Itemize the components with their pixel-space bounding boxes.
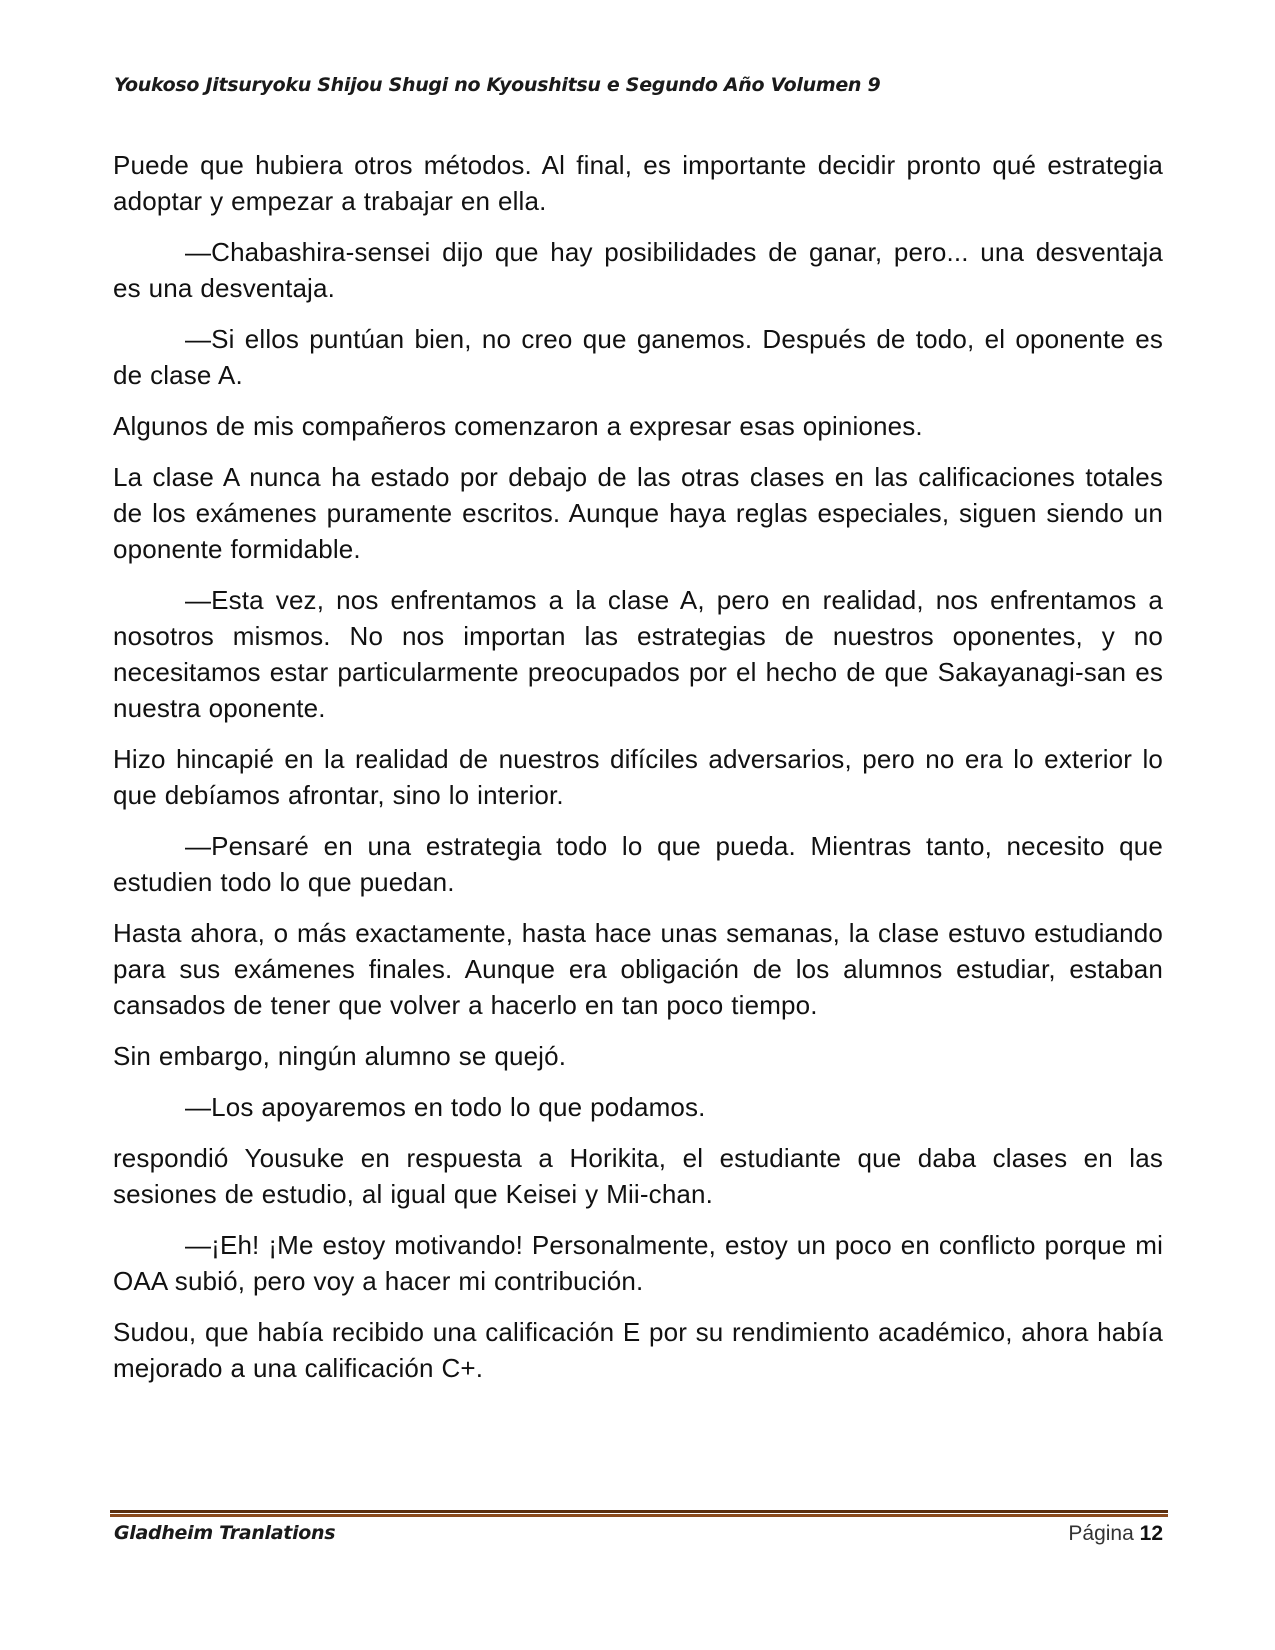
paragraph: Puede que hubiera otros métodos. Al final, es importante decidir pronto qué estrategia adoptar y empezar a trabajar en ella.	[113, 150, 1163, 216]
dialogue-paragraph: —Chabashira-sensei dijo que hay posibilidades de ganar, pero... una desventaja es una desventaja.	[113, 237, 1163, 303]
paragraph: Sin embargo, ningún alumno se quejó.	[113, 1041, 567, 1071]
paragraph: Sudou, que había recibido una calificación E por su rendimiento académico, ahora había mejorado a una calificación C+.	[113, 1317, 1163, 1383]
paragraph: respondió Yousuke en respuesta a Horikita, el estudiante que daba clases en las sesiones de estudio, al igual que Keisei y Mii-chan.	[113, 1143, 1163, 1209]
paragraph: Algunos de mis compañeros comenzaron a expresar esas opiniones.	[113, 411, 923, 441]
dialogue-paragraph: —¡Eh! ¡Me estoy motivando! Personalmente, estoy un poco en conflicto porque mi OAA subió, pero voy a hacer mi contribución.	[113, 1230, 1163, 1296]
dialogue-paragraph: —Esta vez, nos enfrentamos a la clase A, pero en realidad, nos enfrentamos a nosotros mismos. No nos importan las estrategias de nuestros oponentes, y no necesitamos estar particularmente preocupados por el hecho de que Sakayanagi-san es nuestra oponente.	[113, 585, 1163, 723]
running-header: Youkoso Jitsuryoku Shijou Shugi no Kyoushitsu e Segundo Año Volumen 9	[114, 74, 881, 96]
page-body	[113, 147, 1163, 1401]
dialogue-paragraph: —Los apoyaremos en todo lo que podamos.	[185, 1092, 706, 1122]
page-number: 12	[1139, 1522, 1163, 1545]
paragraph: Hasta ahora, o más exactamente, hasta hace unas semanas, la clase estuvo estudiando para sus exámenes finales. Aunque era obligación de los alumnos estudiar, estaban cansados de tener que volver a hacerlo en tan poco tiempo.	[113, 918, 1163, 1020]
dialogue-paragraph: —Si ellos puntúan bien, no creo que ganemos. Después de todo, el oponente es de clase A.	[113, 324, 1163, 390]
page-label: Página	[1068, 1522, 1134, 1545]
footer-credit: Gladheim Tranlations	[114, 1522, 336, 1544]
footer-divider	[110, 1510, 1168, 1517]
page-number-label	[1068, 1522, 1163, 1546]
paragraph: Hizo hincapié en la realidad de nuestros difíciles adversarios, pero no era lo exterior lo que debíamos afrontar, sino lo interior.	[113, 744, 1163, 810]
paragraph: La clase A nunca ha estado por debajo de las otras clases en las calificaciones totales de los exámenes puramente escritos. Aunque haya reglas especiales, siguen siendo un oponente formidable.	[113, 462, 1163, 564]
dialogue-paragraph: —Pensaré en una estrategia todo lo que pueda. Mientras tanto, necesito que estudien todo lo que puedan.	[113, 831, 1163, 897]
